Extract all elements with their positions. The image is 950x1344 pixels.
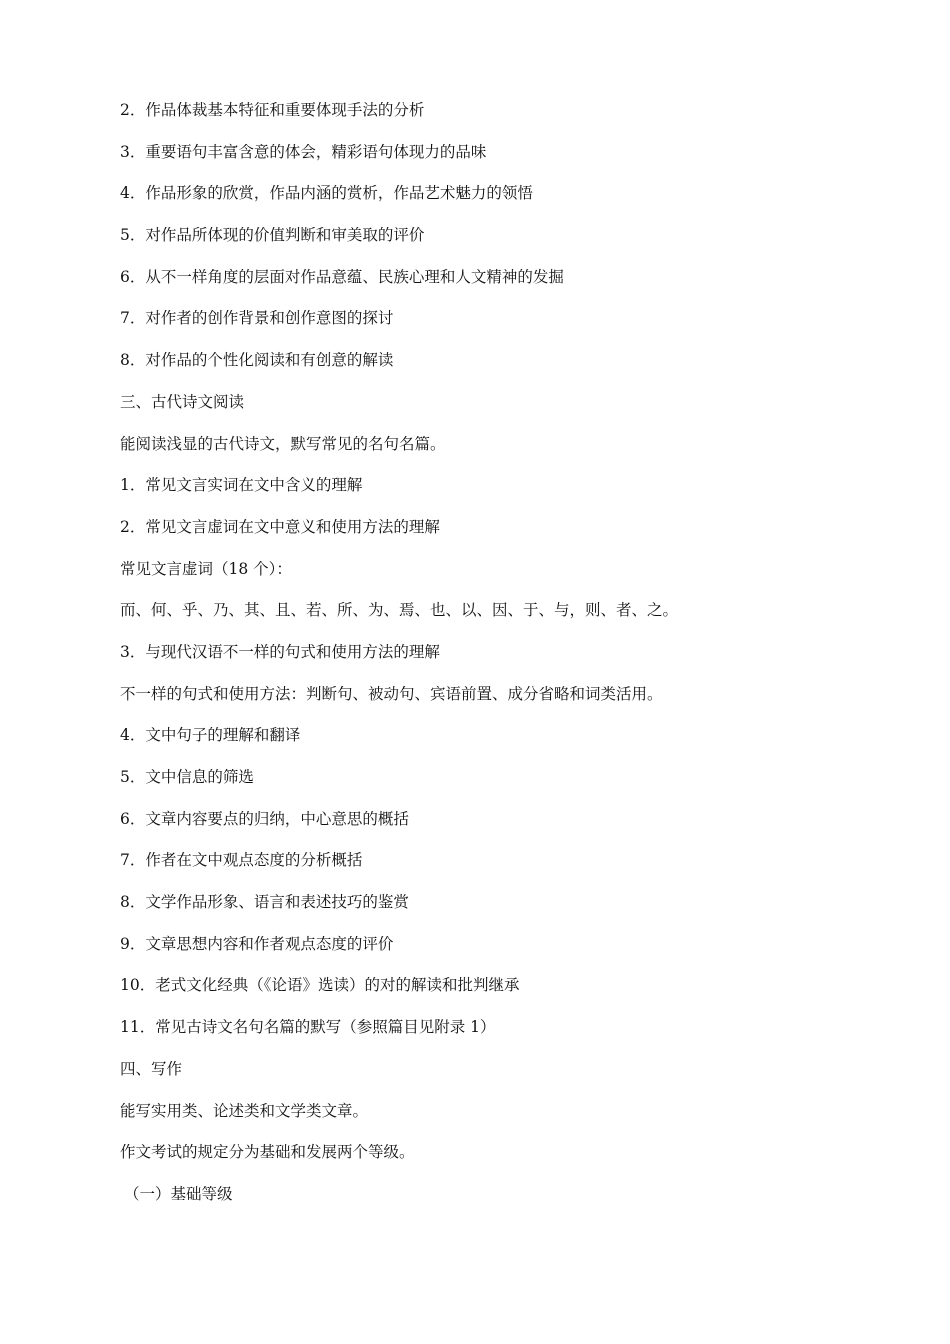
text-line: 常见文言虚词（18 个）： (120, 559, 292, 578)
text-line: 能阅读浅显的古代诗文，默写常见的名句名篇。 (120, 434, 446, 453)
text-line: 7．作者在文中观点态度的分析概括 (120, 851, 363, 870)
text-line: 8．文学作品形象、语言和表述技巧的鉴赏 (120, 893, 409, 912)
document-body (120, 99, 840, 1225)
text-line: 作文考试的规定分为基础和发展两个等级。 (120, 1143, 415, 1162)
subsection-heading: （一）基础等级 (124, 1184, 233, 1203)
text-line: 9．文章思想内容和作者观点态度的评价 (120, 934, 394, 953)
text-line: 6．文章内容要点的归纳，中心意思的概括 (120, 809, 409, 828)
text-line: 4．文中句子的理解和翻译 (120, 726, 301, 745)
text-line: 4．作品形象的欣赏，作品内涵的赏析，作品艺术魅力的领悟 (120, 184, 533, 203)
text-line: 5．对作品所体现的价值判断和审美取的评价 (120, 226, 425, 245)
text-line: 能写实用类、论述类和文学类文章。 (120, 1101, 369, 1120)
text-line: 6．从不一样角度的层面对作品意蕴、民族心理和人文精神的发掘 (120, 267, 564, 286)
text-line: 3．与现代汉语不一样的句式和使用方法的理解 (120, 642, 440, 661)
text-line: 3．重要语句丰富含意的体会，精彩语句体现力的品味 (120, 142, 487, 161)
text-line: 2．常见文言虚词在文中意义和使用方法的理解 (120, 517, 440, 536)
text-line: 不一样的句式和使用方法：判断句、被动句、宾语前置、成分省略和词类活用。 (120, 684, 663, 703)
text-line: 11．常见古诗文名句名篇的默写（参照篇目见附录 1） (120, 1018, 496, 1037)
text-line: 10．老式文化经典（《论语》选读）的对的解读和批判继承 (120, 976, 520, 995)
section-heading: 三、古代诗文阅读 (120, 392, 245, 411)
section-heading: 四、写作 (120, 1059, 183, 1078)
text-line: 7．对作者的创作背景和创作意图的探讨 (120, 309, 394, 328)
text-line: 5．文中信息的筛选 (120, 768, 254, 786)
text-line: 而、何、乎、乃、其、且、若、所、为、焉、也、以、因、于、与，则、者、之。 (120, 601, 679, 620)
text-line: 2．作品体裁基本特征和重要体现手法的分析 (120, 101, 425, 119)
text-line: 8．对作品的个性化阅读和有创意的解读 (120, 351, 394, 370)
text-line: 1．常见文言实词在文中含义的理解 (120, 476, 363, 495)
